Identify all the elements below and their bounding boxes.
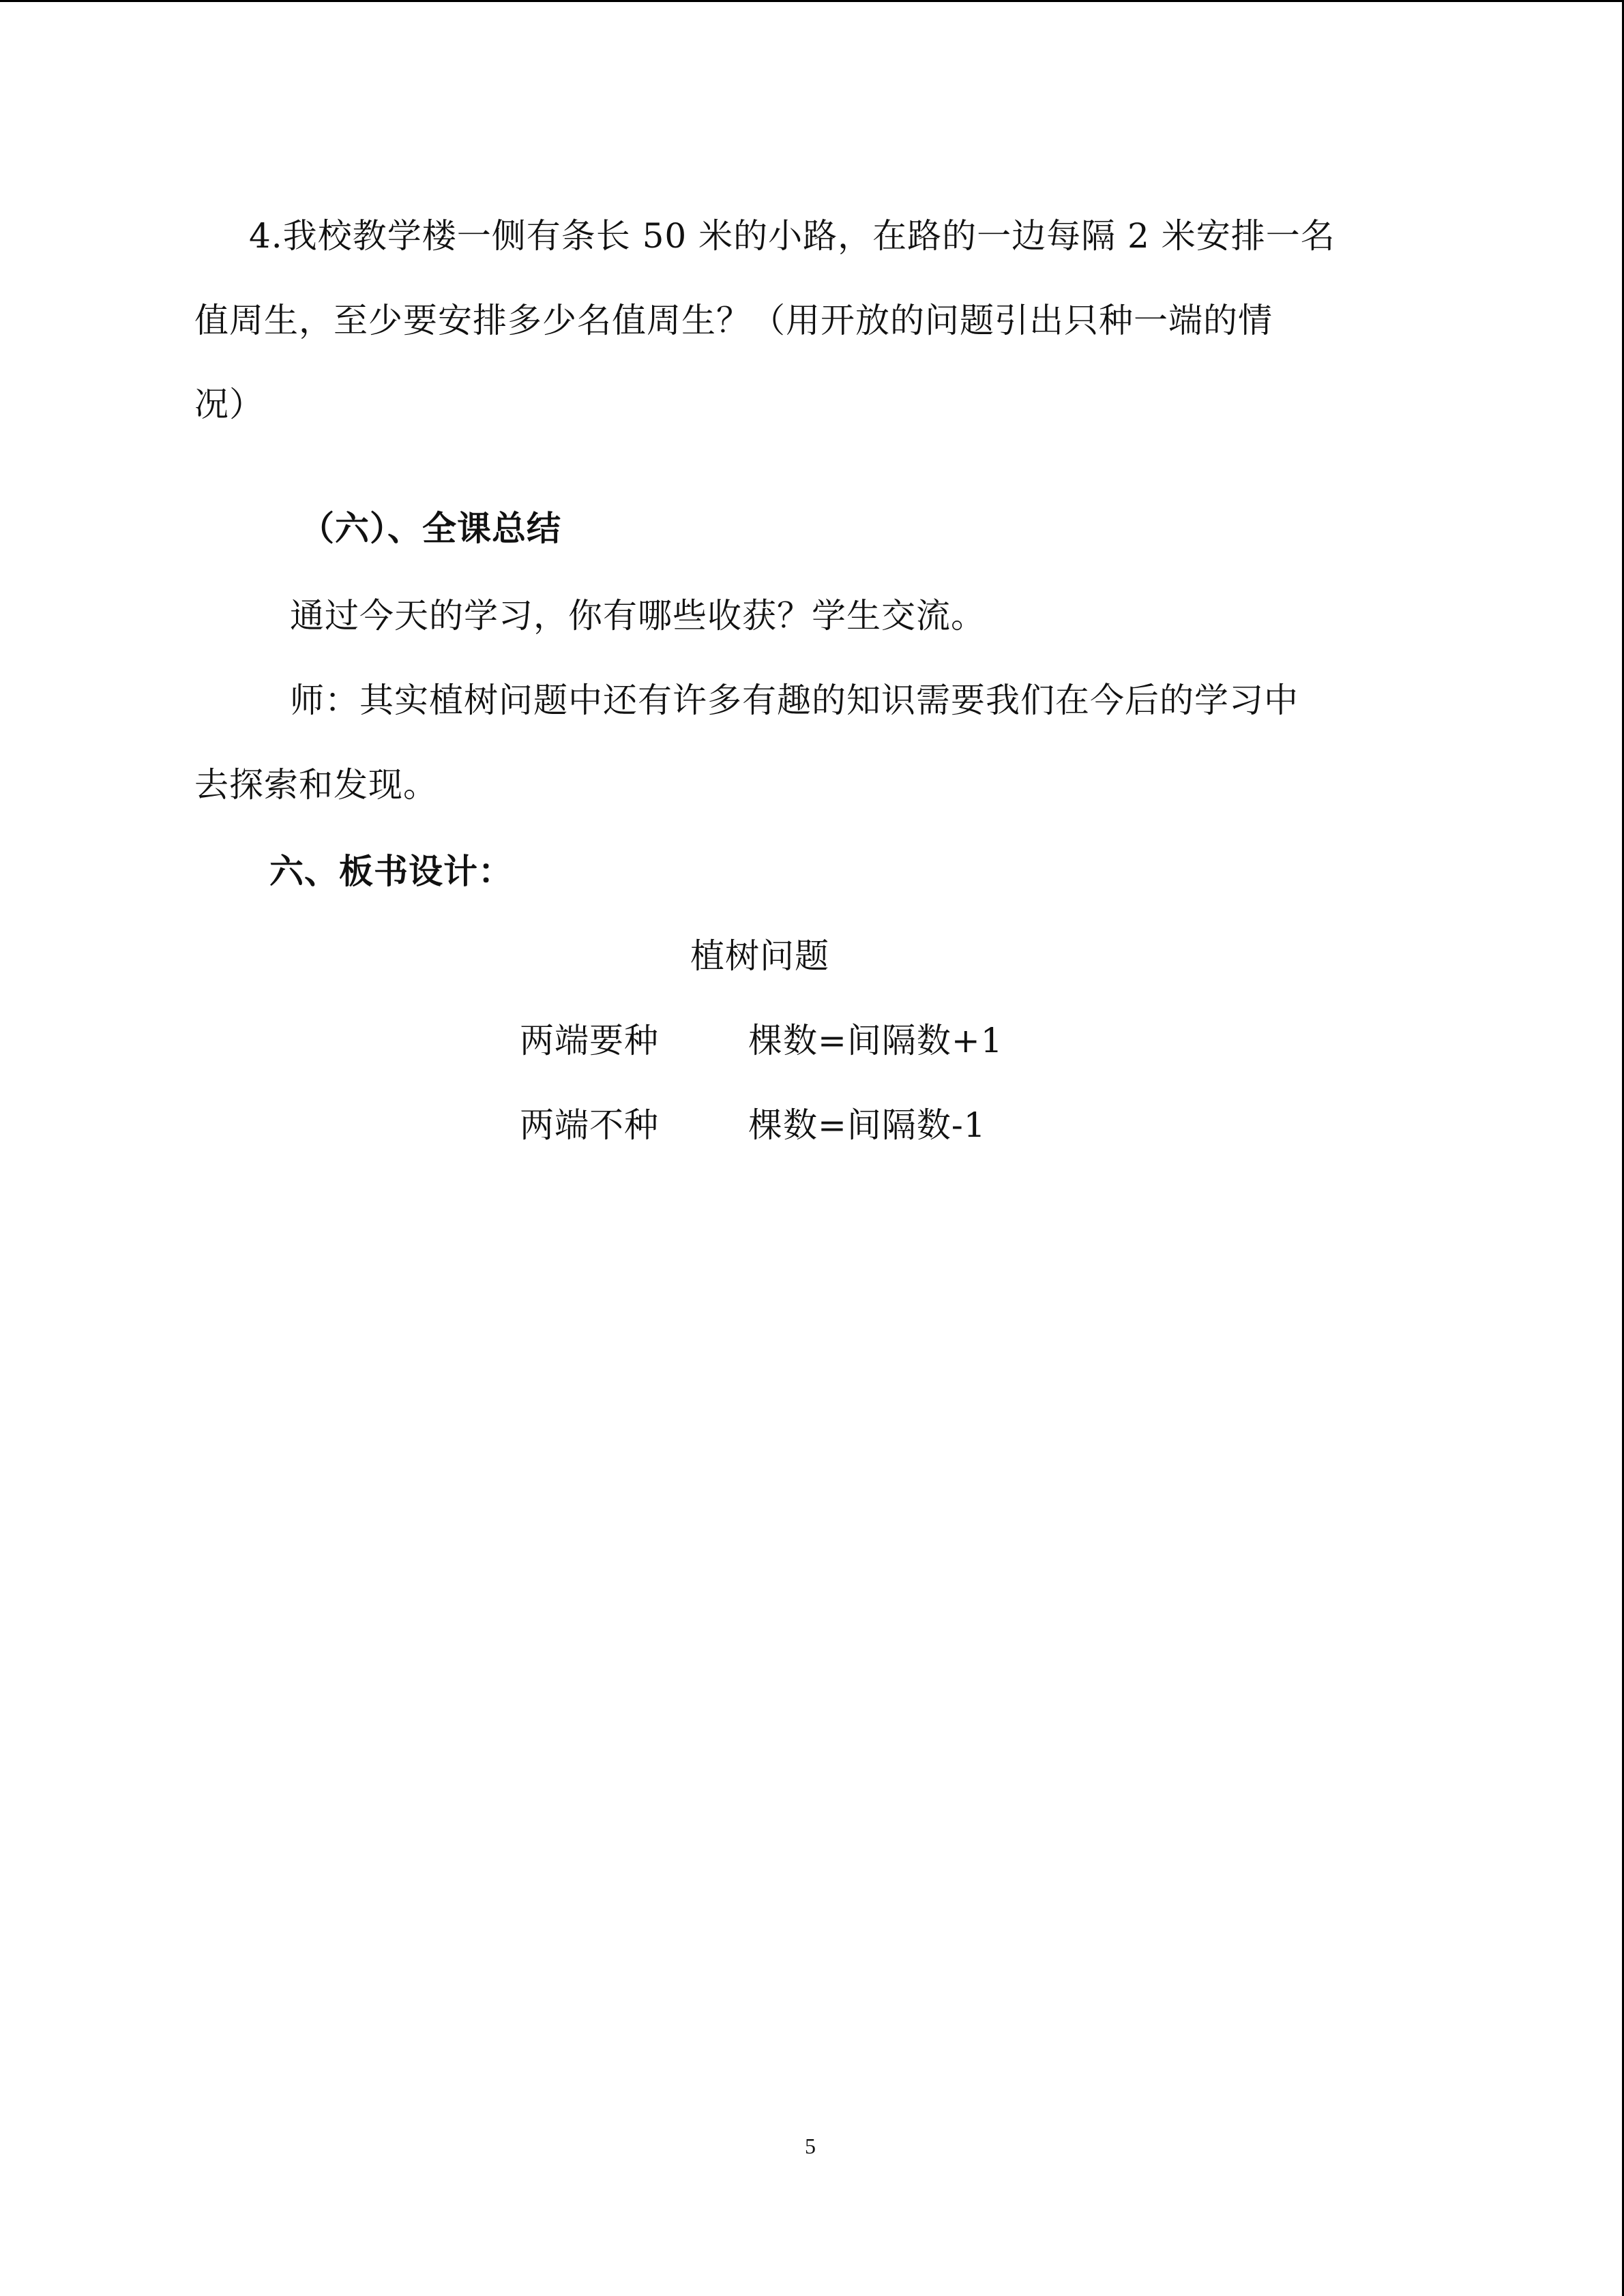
page-number: 5 (805, 2134, 816, 2158)
board-row-2-formula: 棵数=间隔数-1 (748, 1105, 986, 1145)
problem-4-line-2: 值周生，至少要安排多少名值周生？（用开放的问题引出只种一端的情 (194, 301, 1273, 340)
summary-paragraph-2-line-1: 师：其实植树问题中还有许多有趣的知识需要我们在今后的学习中 (290, 681, 1299, 720)
board-row-1-formula: 棵数=间隔数+1 (748, 1021, 1003, 1060)
problem-4-line-3: 况） (194, 385, 264, 424)
summary-paragraph-2-line-2: 去探索和发现。 (194, 765, 438, 805)
summary-paragraph-1: 通过今天的学习，你有哪些收获？学生交流。 (290, 596, 986, 636)
board-title: 植树问题 (690, 936, 829, 976)
problem-4-line-1: 4.我校教学楼一侧有条长 50 米的小路，在路的一边每隔 2 米安排一名 (249, 216, 1335, 256)
board-row-2-label: 两端不种 (520, 1105, 659, 1145)
summary-heading: （六）、全课总结 (300, 509, 561, 548)
board-row-1-label: 两端要种 (520, 1021, 659, 1060)
top-border (0, 0, 1624, 2)
board-design-heading: 六、板书设计： (269, 852, 513, 891)
